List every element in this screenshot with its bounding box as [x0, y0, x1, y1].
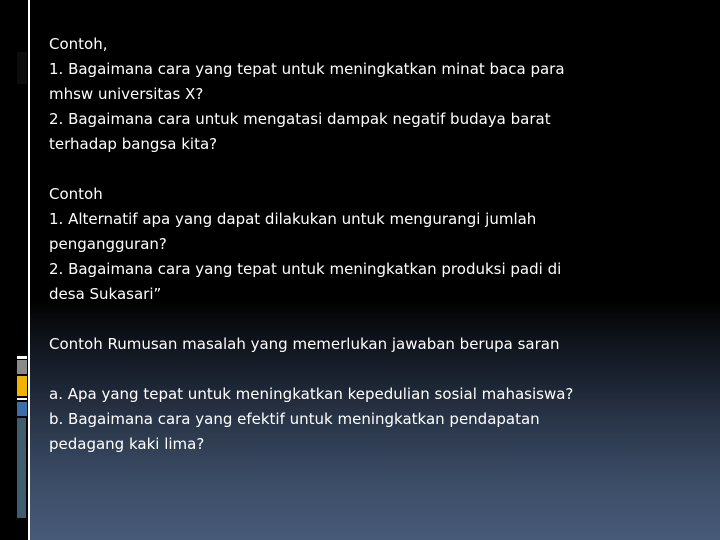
- white-stripe-marker: [17, 356, 27, 359]
- yellow-bar-marker: [17, 376, 27, 396]
- vertical-accent-line: [28, 0, 30, 540]
- text-line: Contoh,: [49, 35, 108, 53]
- paragraph-gap: [49, 157, 689, 182]
- text-line: 1. Alternatif apa yang dapat dilakukan untuk mengurangi jumlah: [49, 210, 537, 228]
- example-block-2: [49, 182, 689, 307]
- text-line: a. Apa yang tepat untuk meningkatkan kepedulian sosial mahasiswa?: [49, 385, 574, 403]
- example-block-1: [49, 32, 689, 157]
- text-line: 2. Bagaimana cara untuk mengatasi dampak negatif budaya barat: [49, 110, 551, 128]
- teal-bar-marker: [17, 418, 26, 518]
- example-block-3: [49, 332, 689, 357]
- text-line: Contoh: [49, 185, 103, 203]
- paragraph-gap: [49, 357, 689, 382]
- paragraph-gap: [49, 307, 689, 332]
- text-line: desa Sukasari”: [49, 285, 162, 303]
- blue-bar-marker: [17, 402, 27, 416]
- text-line: Contoh Rumusan masalah yang memerlukan jawaban berupa saran: [49, 335, 560, 353]
- text-line: pedagang kaki lima?: [49, 435, 205, 453]
- text-line: mhsw universitas X?: [49, 85, 204, 103]
- dark-square-marker: [17, 52, 27, 84]
- text-line: 1. Bagaimana cara yang tepat untuk meningkatkan minat baca para: [49, 60, 565, 78]
- text-line: b. Bagaimana cara yang efektif untuk meningkatkan pendapatan: [49, 410, 540, 428]
- example-block-4: [49, 382, 689, 457]
- text-line: 2. Bagaimana cara yang tepat untuk meningkatkan produksi padi di: [49, 260, 562, 278]
- slide-body-text: [49, 32, 689, 457]
- text-line: pengangguran?: [49, 235, 167, 253]
- text-line: terhadap bangsa kita?: [49, 135, 218, 153]
- white-stripe-marker-2: [17, 398, 27, 400]
- gray-bar-marker: [17, 360, 27, 374]
